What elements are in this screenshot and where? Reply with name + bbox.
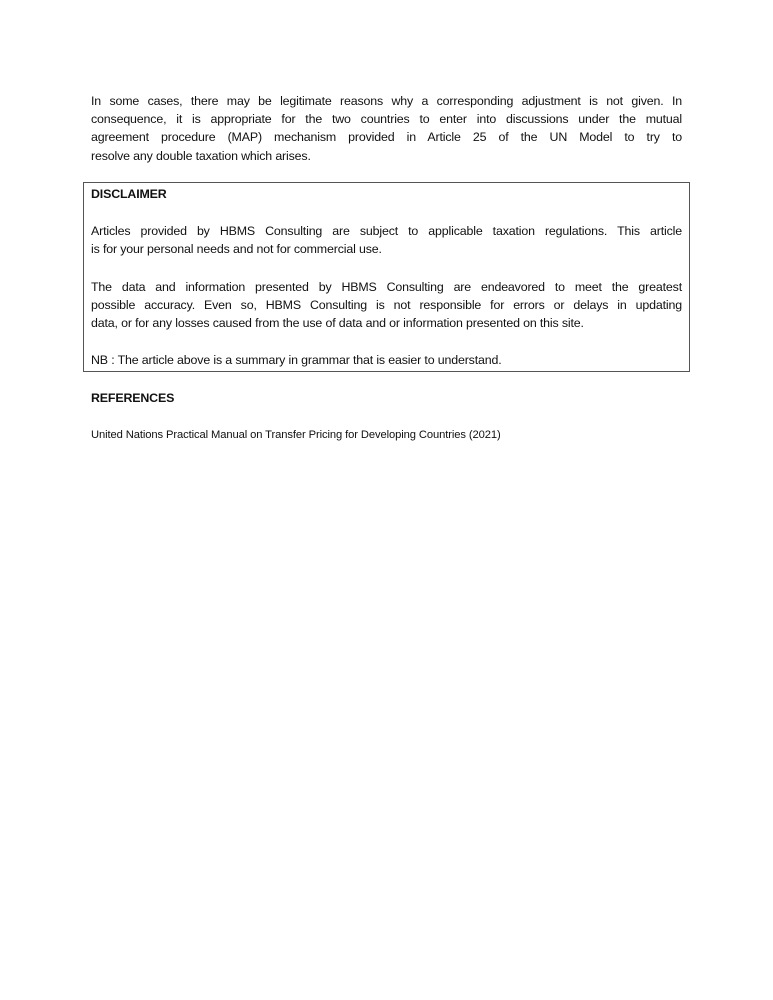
text-line: Articles provided by HBMS Consulting are subject to applicable taxation regulations. This article	[91, 224, 682, 238]
disclaimer-box	[83, 182, 690, 372]
text-line: possible accuracy. Even so, HBMS Consulting is not responsible for errors or delays in updating	[91, 298, 682, 312]
disclaimer-nb: NB : The article above is a summary in grammar that is easier to understand.	[91, 353, 502, 367]
reference-item: United Nations Practical Manual on Transfer Pricing for Developing Countries (2021)	[91, 429, 501, 441]
text-line: consequence, it is appropriate for the two countries to enter into discussions under the mutual	[91, 112, 682, 126]
text-line: resolve any double taxation which arises.	[91, 149, 311, 163]
text-line: is for your personal needs and not for commercial use.	[91, 242, 382, 256]
disclaimer-title: DISCLAIMER	[91, 187, 167, 201]
references-title: REFERENCES	[91, 391, 175, 405]
text-line: agreement procedure (MAP) mechanism provided in Article 25 of the UN Model to try to	[91, 130, 682, 144]
text-line: In some cases, there may be legitimate reasons why a corresponding adjustment is not given. In	[91, 94, 682, 108]
text-line: data, or for any losses caused from the use of data and or information presented on this site.	[91, 316, 584, 330]
text-line: The data and information presented by HBMS Consulting are endeavored to meet the greatest	[91, 280, 682, 294]
